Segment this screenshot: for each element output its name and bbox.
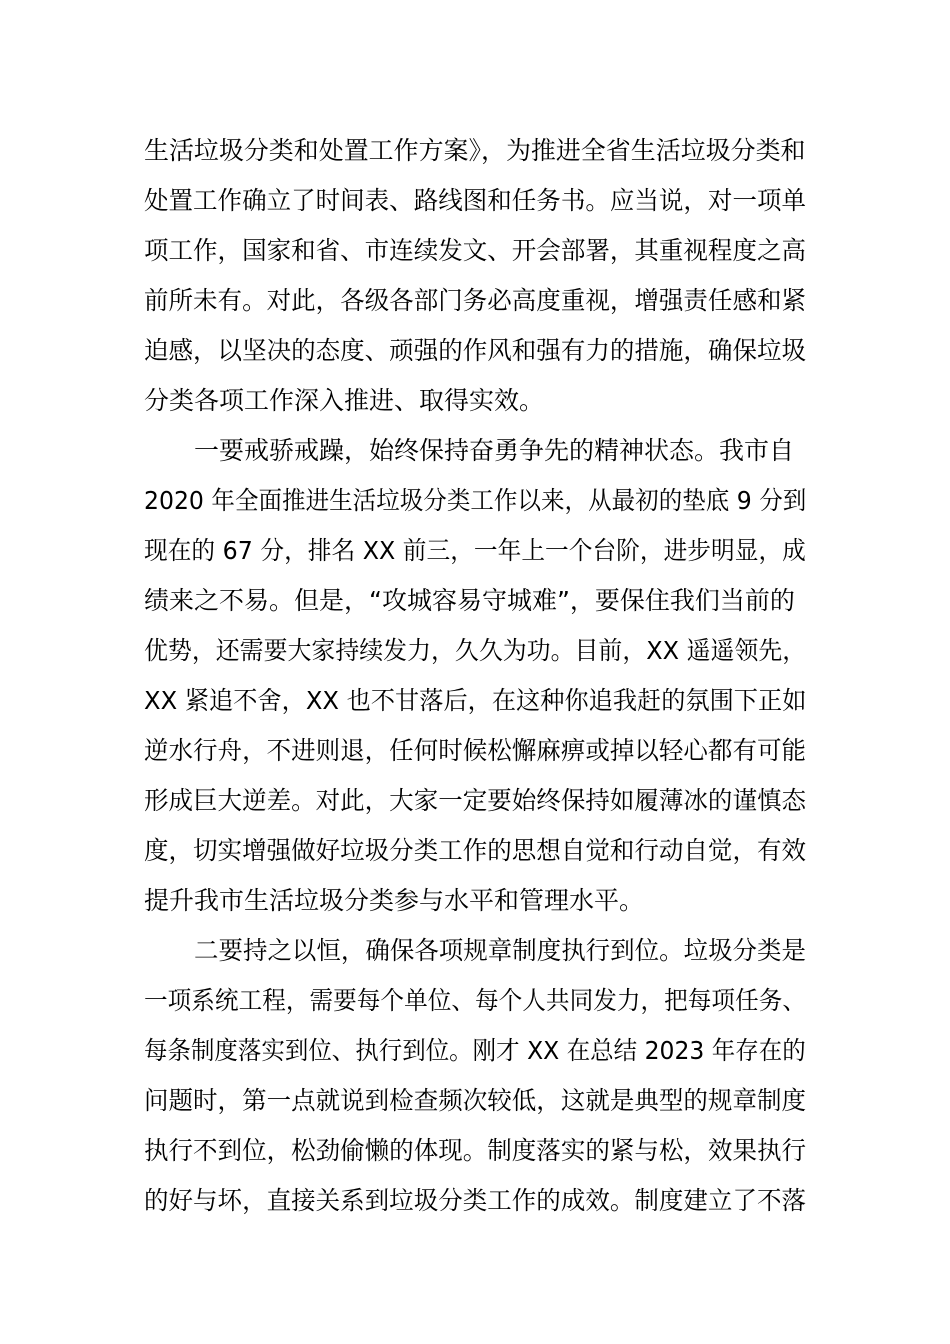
text-line-indented: 二要持之以恒，确保各项规章制度执行到位。垃圾分类是 <box>194 936 807 965</box>
text-line: 一项系统工程，需要每个单位、每个人共同发力，把每项任务、 <box>144 986 807 1015</box>
text-line: 现在的 67 分，排名 XX 前三，一年上一个台阶，进步明显，成 <box>144 536 806 565</box>
text-line: 生活垃圾分类和处置工作方案》，为推进全省生活垃圾分类和 <box>144 136 806 165</box>
text-line: 迫感，以坚决的态度、顽强的作风和强有力的措施，确保垃圾 <box>144 336 807 365</box>
text-line: 问题时，第一点就说到检查频次较低，这就是典型的规章制度 <box>144 1086 807 1115</box>
text-line: 每条制度落实到位、执行到位。刚才 XX 在总结 2023 年存在的 <box>144 1036 806 1065</box>
text-line: 优势，还需要大家持续发力，久久为功。目前，XX 遥遥领先， <box>144 636 807 665</box>
text-line: 前所未有。对此，各级各部门务必高度重视，增强责任感和紧 <box>144 286 807 315</box>
text-line: 形成巨大逆差。对此，大家一定要始终保持如履薄冰的谨慎态 <box>144 786 807 815</box>
text-line: 2020 年全面推进生活垃圾分类工作以来，从最初的垫底 9 分到 <box>144 486 807 515</box>
text-line: 处置工作确立了时间表、路线图和任务书。应当说，对一项单 <box>144 186 807 215</box>
text-line: 逆水行舟，不进则退，任何时候松懈麻痹或掉以轻心都有可能 <box>144 736 807 765</box>
text-line: 提升我市生活垃圾分类参与水平和管理水平。 <box>144 886 645 915</box>
text-line: 执行不到位，松劲偷懒的体现。制度落实的紧与松，效果执行 <box>144 1136 807 1165</box>
text-line: 项工作，国家和省、市连续发文、开会部署，其重视程度之高 <box>144 236 807 265</box>
text-line: 绩来之不易。但是，“攻城容易守城难”，要保住我们当前的 <box>144 586 795 615</box>
text-line: XX 紧追不舍，XX 也不甘落后，在这种你追我赶的氛围下正如 <box>144 686 807 715</box>
text-line-indented: 一要戒骄戒躁，始终保持奋勇争先的精神状态。我市自 <box>194 436 795 465</box>
text-line: 度，切实增强做好垃圾分类工作的思想自觉和行动自觉，有效 <box>144 836 807 865</box>
text-line: 的好与坏，直接关系到垃圾分类工作的成效。制度建立了不落 <box>144 1186 807 1215</box>
text-line: 分类各项工作深入推进、取得实效。 <box>144 386 545 415</box>
